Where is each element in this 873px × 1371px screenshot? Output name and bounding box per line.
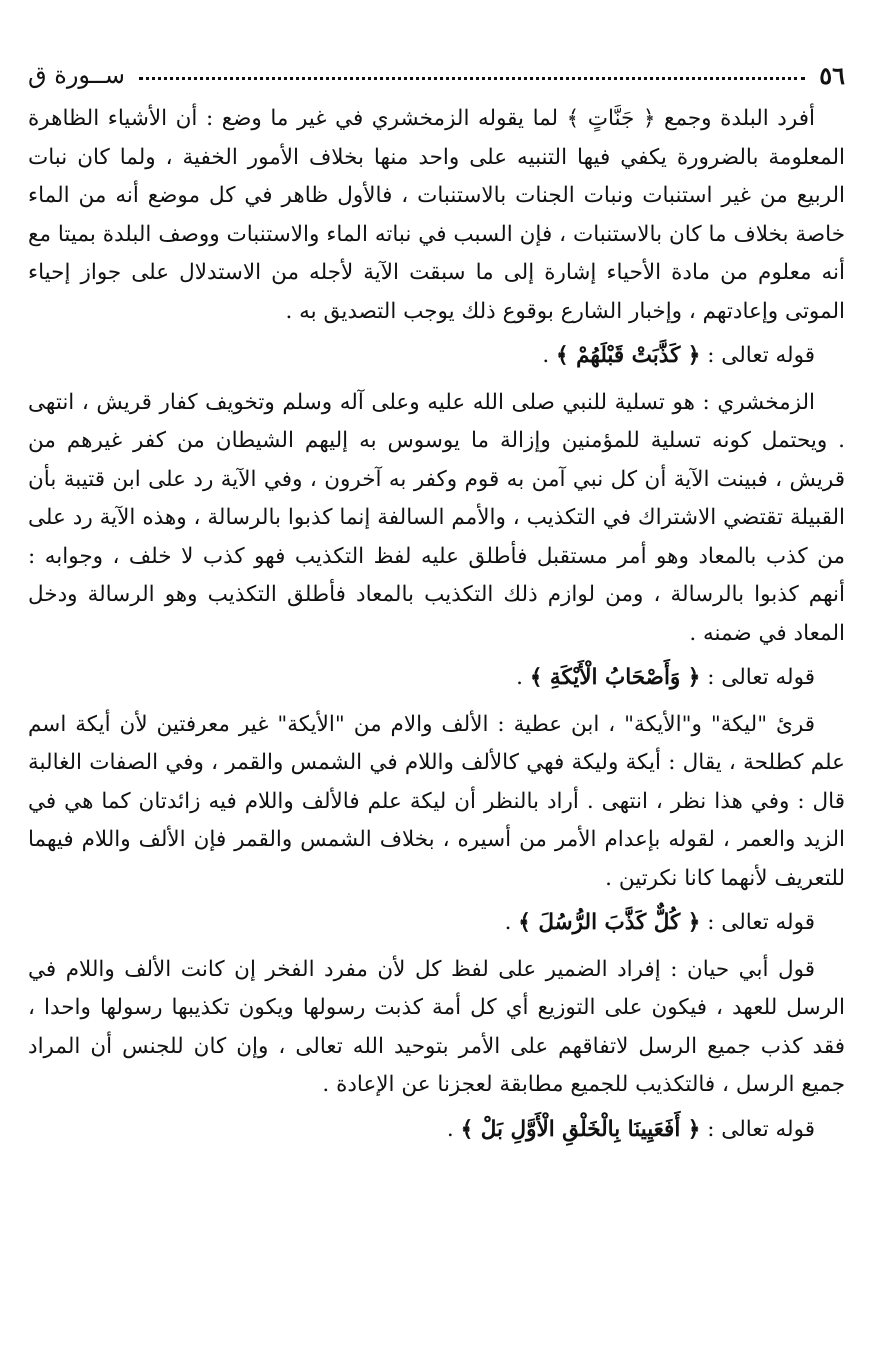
quran-text: ﴿ أَفَعَيِينَا بِالْخَلْقِ الْأَوَّلِ بَلْ ﴾	[460, 1116, 701, 1142]
page-body	[28, 100, 845, 1149]
verse-prefix: قوله تعالى :	[707, 343, 815, 368]
verse-prefix: قوله تعالى :	[707, 1116, 815, 1142]
verse-suffix: .	[542, 343, 550, 368]
page-number: ٥٦	[819, 60, 845, 90]
book-page	[28, 58, 845, 1157]
verse-suffix: .	[504, 910, 512, 935]
quran-text: ﴿ كَذَّبَتْ قَبْلَهُمْ ﴾	[556, 343, 701, 368]
surah-title: ســورة ق	[28, 61, 125, 89]
paragraph: أفرد البلدة وجمع ﴿ جَنَّاتٍ ﴾ لما يقوله الزمخشري في غير ما وضع : أن الأشياء الظاهرة المعلومة بالضرورة يكفي فيها التنبيه على واحد منها بخلاف الأمور الخفية ، ولما كان نبات الربيع من غير استنبات ونبات الجنات بالاستنبات ، فالأول ظاهر في كل موضع أنه من الماء خاصة بخلاف ما كان بالاستنبات ، فإن السبب في نباته الماء والاستنبات ووصف البلدة بميتا مع أنه معلوم من مادة الأحياء إشارة إلى ما سبقت الآية لأجله من الاستدلال على جواز إحياء الموتى وإعادتهم ، وإخبار الشارع بوقوع ذلك يوجب التصديق به .	[28, 106, 845, 324]
paragraph: الزمخشري : هو تسلية للنبي صلى الله عليه وعلى آله وسلم وتخويف كفار قريش ، انتهى . ويحتمل كونه تسلية للمؤمنين وإزالة ما يوسوس به إليهم الشيطان من كفر غيرهم من قريش ، فبينت الآية أن كل نبي آمن به قوم وكفر به آخرون ، وفي الآية رد على ابن قتيبة بأن القبيلة تقتضي الاشتراك في التكذيب ، والأمم السالفة إنما كذبوا بالرسالة ، وهذه الآية رد على من كذب بالمعاد وهو أمر مستقبل فأطلق عليه لفظ التكذيب فهو كذب لا خلف ، وجوابه : أنهم كذبوا بالرسالة ، ومن لوازم ذلك التكذيب بالمعاد فأطلق التكذيب وهو الرسالة ودخل المعاد في ضمنه .	[28, 389, 845, 646]
verse-prefix: قوله تعالى :	[707, 910, 815, 935]
header-dotted-leader	[139, 77, 805, 80]
verse-prefix: قوله تعالى :	[707, 665, 815, 690]
page-header	[28, 58, 845, 92]
paragraph: قول أبي حيان : إفراد الضمير على لفظ كل لأن مفرد الفخر إن كانت الألف واللام في الرسل للعهد ، فيكون على التوزيع أي كل أمة كذبت رسولها ويكون تكذيبها رسولها واحدا ، فقد كذب جميع الرسل لاتفاقهم على الأمر بتوحيد الله تعالى ، وإن كان للجنس أن المراد جميع الرسل ، فالتكذيب للجميع مطابقة لعجزنا عن الإعادة .	[28, 956, 845, 1097]
quran-text: ﴿ وَأَصْحَابُ الْأَيْكَةِ ﴾	[529, 665, 701, 690]
verse-suffix: .	[516, 665, 523, 690]
paragraph: قرئ "ليكة" و"الأيكة" ، ابن عطية : الألف والام من "الأيكة" غير معرفتين لأن أيكة اسم علم كطلحة ، يقال : أيكة وليكة فهي كالألف واللام في الشمس والقمر ، وفي الصفات الغالبة قال : وفي هذا نظر ، انتهى . أراد بالنظر أن ليكة علم فالألف واللام فيه زائدتان كما هي في الزيد والعمر ، لقوله بإعدام الأمر من أسيره ، بخلاف الشمس والقمر فإن الألف واللام فيهما للتعريف لأنهما كانا نكرتين .	[28, 711, 845, 891]
verse-suffix: .	[446, 1116, 454, 1142]
verse-citation	[28, 659, 845, 698]
verse-citation	[28, 904, 845, 943]
verse-citation	[28, 1111, 845, 1150]
verse-citation	[28, 337, 845, 376]
quran-text: ﴿ كُلٌّ كَذَّبَ الرُّسُلَ ﴾	[518, 910, 701, 935]
